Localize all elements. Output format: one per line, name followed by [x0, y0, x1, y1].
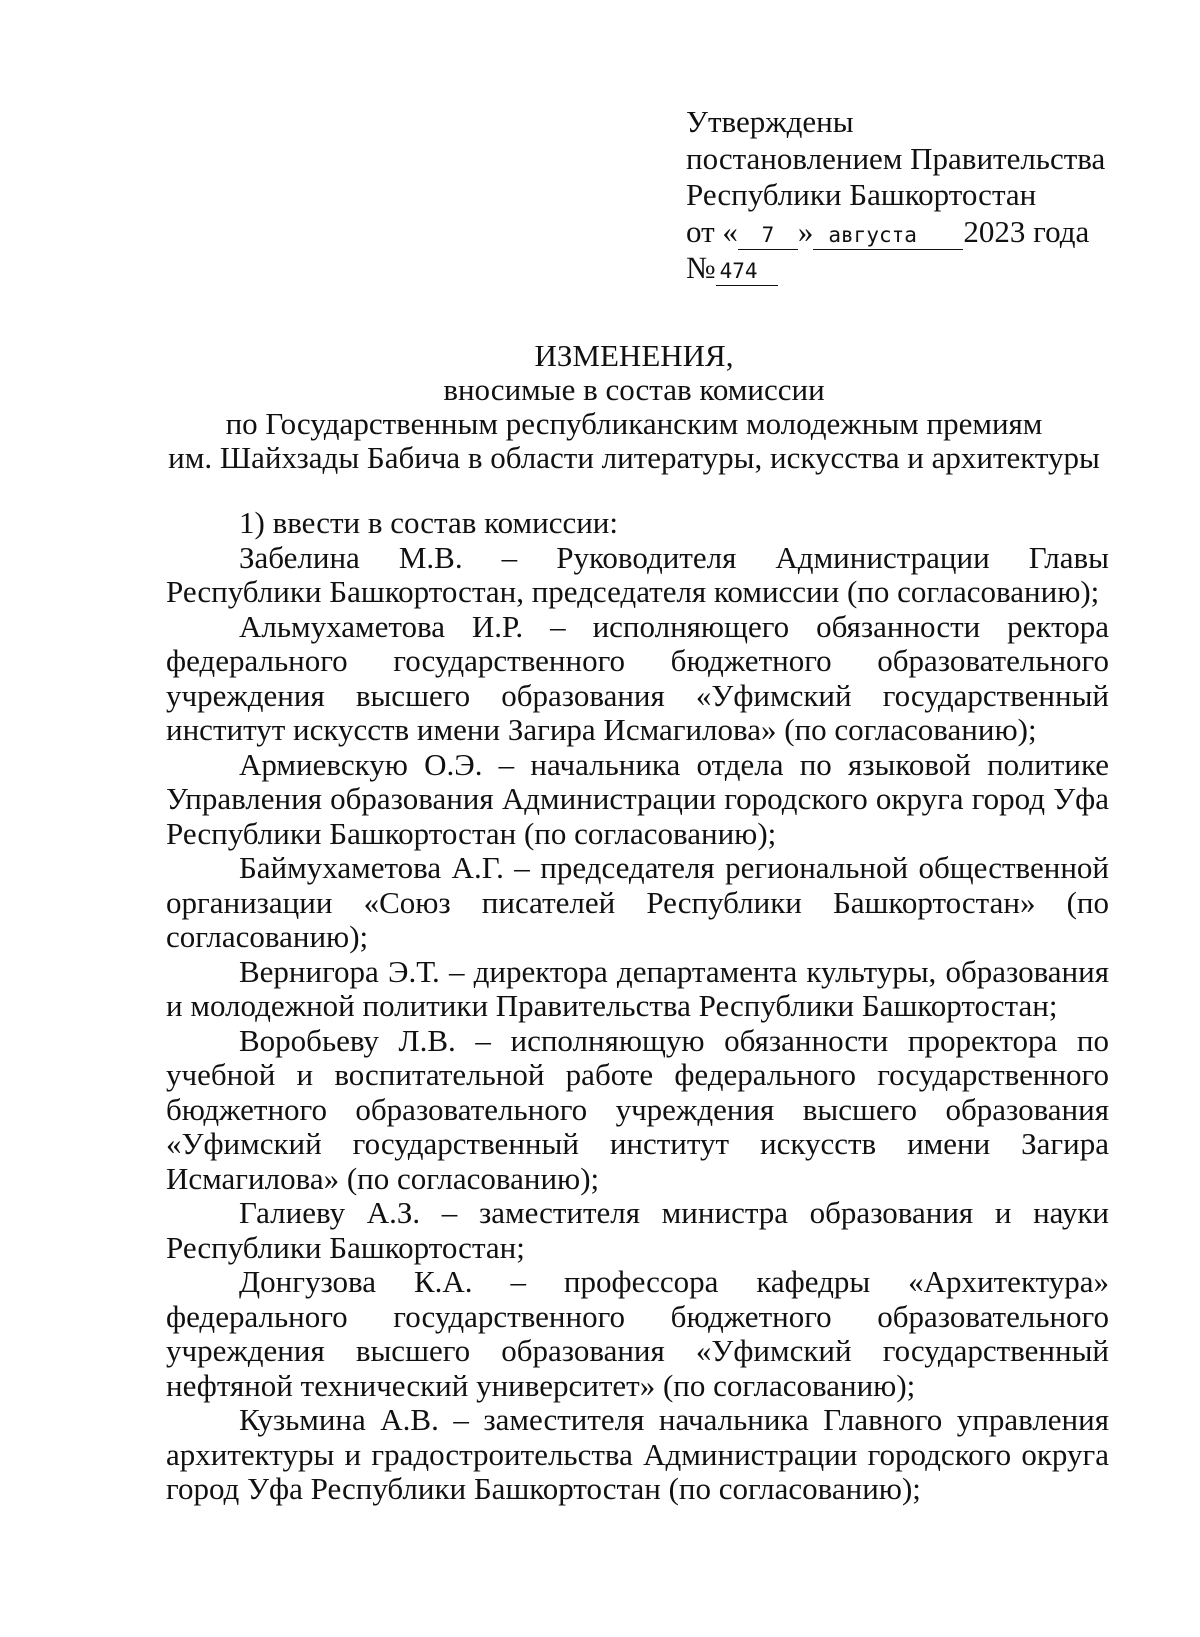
member-entry: Вернигора Э.Т. – директора департамента культуры, образования и молодежной политики Правительства Республики Башкортостан;	[166, 953, 1109, 1023]
approval-line-2: постановлением Правительства	[686, 140, 1106, 176]
approval-date-line	[686, 214, 1105, 251]
date-mid: »	[797, 213, 814, 249]
heading-title: ИЗМЕНЕНИЯ,	[534, 338, 734, 373]
document-heading	[160, 339, 1108, 475]
member-entry: Армиевскую О.Э. – начальника отдела по языковой политике Управления образования Администрации городского округа город Уфа Республики Башкортостан (по согласованию);	[166, 746, 1109, 851]
date-year: 2023 года	[963, 213, 1090, 249]
approval-line-1: Утверждены	[686, 104, 854, 139]
date-day-field: 7	[738, 222, 798, 250]
heading-line-4: им. Шайхзады Бабича в области литературы, искусства и архитектуры	[168, 440, 1100, 475]
member-entry: Воробьеву Л.В. – исполняющую обязанности проректора по учебной и воспитательной работе федерального государственного бюджетного образовательного учреждения высшего образования «Уфимский государственный институт искусств имени Загира Исмагилова» (по согласованию);	[166, 1022, 1109, 1196]
heading-line-3: по Государственным республиканским молодежным премиям	[225, 406, 1043, 441]
number-prefix: №	[686, 250, 716, 285]
member-entry: Донгузова К.А. – профессора кафедры «Архитектура» федерального государственного бюджетного образовательного учреждения высшего образования «Уфимский государственный нефтяной технический университет» (по согласованию);	[166, 1264, 1109, 1403]
approval-line-3: Республики Башкортостан	[686, 177, 1037, 212]
date-prefix: от «	[686, 213, 738, 249]
approval-number-line	[686, 250, 1105, 287]
member-entry: Альмухаметова И.Р. – исполняющего обязанности ректора федерального государственного бюджетного образовательного учреждения высшего образования «Уфимский государственный институт искусств имени Загира Исмагилова» (по согласованию);	[166, 608, 1109, 747]
heading-line-2: вносимые в состав комиссии	[443, 372, 825, 407]
intro-paragraph: 1) ввести в состав комиссии:	[239, 505, 619, 540]
date-month-field: августа	[813, 222, 963, 250]
member-entry: Кузьмина А.В. – заместителя начальника Главного управления архитектуры и градостроительства Администрации городского округа город Уфа Республики Башкортостан (по согласованию);	[166, 1402, 1109, 1506]
document-body	[166, 506, 1109, 1507]
member-entry: Забелина М.В. – Руководителя Администрации Главы Республики Башкортостан, председателя комиссии (по согласованию);	[166, 539, 1109, 609]
member-entry: Баймухаметова А.Г. – председателя региональной общественной организации «Союз писателей Республики Башкортостан» (по согласованию);	[166, 850, 1109, 954]
number-field: 474	[716, 258, 778, 286]
member-entry: Галиеву А.З. – заместителя министра образования и науки Республики Башкортостан;	[166, 1195, 1109, 1265]
approval-block	[686, 104, 1105, 287]
